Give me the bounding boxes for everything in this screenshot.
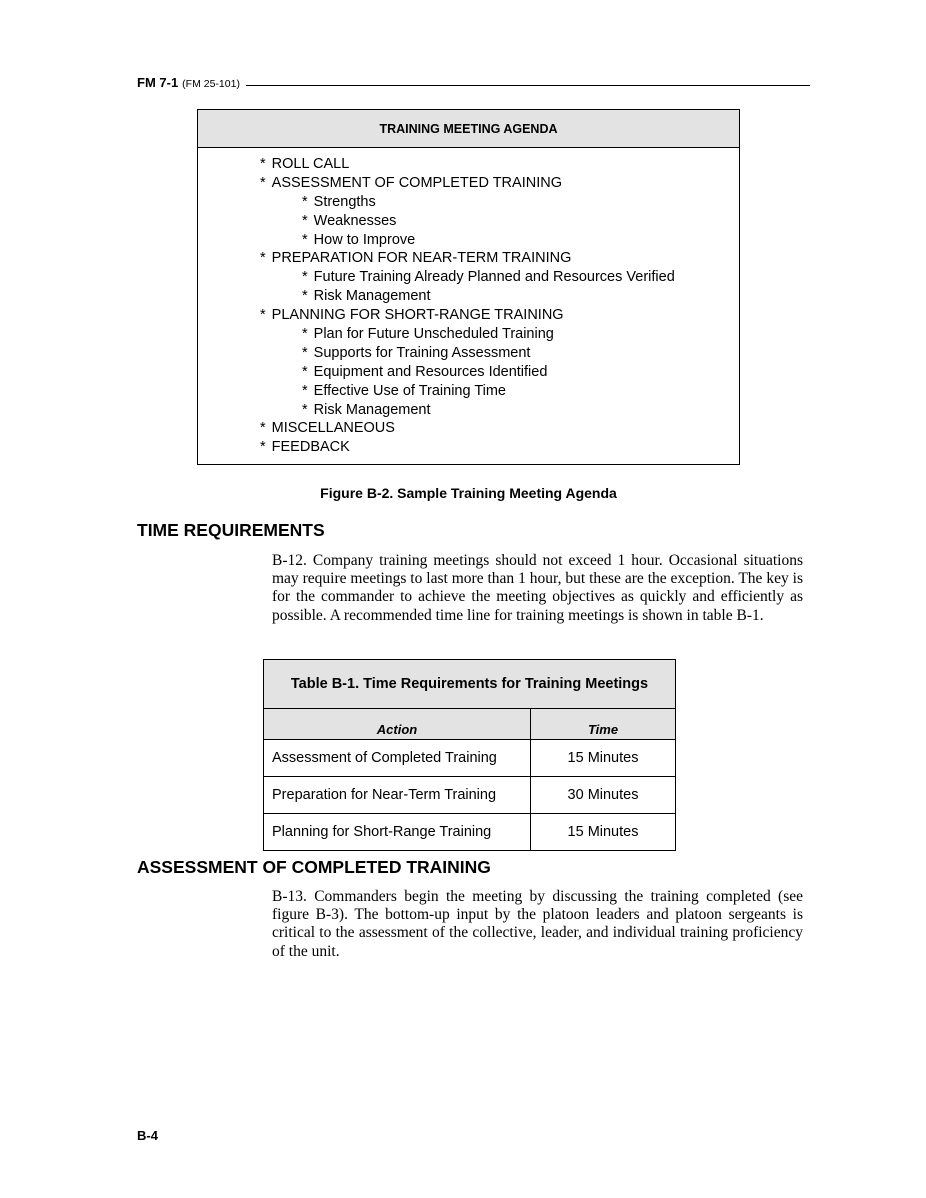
bullet-asterisk: *: [302, 212, 308, 229]
agenda-item: [198, 438, 739, 457]
superseded-manual: (FM 25-101): [182, 78, 240, 90]
bullet-asterisk: *: [260, 156, 266, 172]
section-heading-assessment: ASSESSMENT OF COMPLETED TRAINING: [137, 857, 491, 877]
agenda-item: [198, 174, 739, 193]
bullet-asterisk: *: [302, 231, 308, 248]
agenda-item-text: FEEDBACK: [271, 439, 350, 456]
running-header: [137, 72, 810, 90]
agenda-subitem: [198, 401, 739, 420]
figure-caption: Figure B-2. Sample Training Meeting Agenda: [320, 485, 617, 501]
agenda-subitem: [198, 268, 739, 287]
agenda-figure: [197, 109, 740, 465]
bullet-asterisk: *: [302, 288, 308, 305]
agenda-subitem: [198, 382, 739, 401]
bullet-asterisk: *: [260, 307, 266, 324]
agenda-item-text: Plan for Future Unscheduled Training: [313, 326, 554, 343]
agenda-list: [198, 148, 739, 457]
agenda-subitem: [198, 193, 739, 212]
table-cell-action: Assessment of Completed Training: [264, 740, 531, 777]
table-row: [264, 814, 676, 851]
time-requirements-table: [263, 659, 676, 851]
bullet-asterisk: *: [302, 382, 308, 399]
bullet-asterisk: *: [260, 420, 266, 437]
table-cell-time: 15 Minutes: [531, 740, 676, 777]
agenda-item-text: Weaknesses: [313, 212, 397, 229]
bullet-asterisk: *: [260, 174, 266, 191]
agenda-item-text: Future Training Already Planned and Resources Verified: [313, 269, 675, 286]
header-rule: [246, 85, 810, 86]
table-caption: Table B-1. Time Requirements for Training Meetings: [264, 660, 676, 709]
agenda-subitem: [198, 212, 739, 231]
table-row: [264, 777, 676, 814]
agenda-subitem: [198, 325, 739, 344]
table-cell-time: 15 Minutes: [531, 814, 676, 851]
table-cell-action: Planning for Short-Range Training: [264, 814, 531, 851]
bullet-asterisk: *: [302, 326, 308, 343]
agenda-item: [198, 306, 739, 325]
manual-number: FM 7-1: [137, 75, 179, 90]
agenda-item-text: PREPARATION FOR NEAR-TERM TRAINING: [271, 250, 572, 267]
bullet-asterisk: *: [302, 193, 308, 210]
agenda-subitem: [198, 344, 739, 363]
column-header-time: Time: [531, 709, 676, 740]
agenda-item-text: ASSESSMENT OF COMPLETED TRAINING: [271, 174, 562, 191]
agenda-item-text: How to Improve: [313, 231, 416, 248]
section-heading-time-requirements: TIME REQUIREMENTS: [137, 520, 325, 540]
paragraph-b12: B-12. Company training meetings should not exceed 1 hour. Occasional situations may require meetings to last more than 1 hour, but these are the exception. The key is for the commander to achieve the meeting objectives as quickly and efficiently as possible. A recommended time line for training meetings is shown in table B-1.: [272, 552, 803, 624]
table-row: [264, 740, 676, 777]
agenda-subitem: [198, 287, 739, 306]
bullet-asterisk: *: [302, 401, 308, 418]
agenda-item: [198, 419, 739, 438]
paragraph-b13: B-13. Commanders begin the meeting by discussing the training completed (see figure B-3). The bottom-up input by the platoon leaders and platoon sergeants is critical to the assessment of the collective, leader, and individual training proficiency of the unit.: [272, 888, 803, 960]
agenda-subitem: [198, 231, 739, 250]
bullet-asterisk: *: [302, 363, 308, 380]
agenda-item-text: Effective Use of Training Time: [313, 382, 507, 399]
agenda-item: [198, 155, 739, 174]
column-header-action: Action: [264, 709, 531, 740]
bullet-asterisk: *: [260, 250, 266, 267]
bullet-asterisk: *: [260, 439, 266, 456]
agenda-item-text: Supports for Training Assessment: [313, 344, 531, 361]
agenda-item-text: Risk Management: [313, 288, 431, 305]
agenda-item-text: PLANNING FOR SHORT-RANGE TRAINING: [271, 307, 564, 324]
agenda-item-text: Risk Management: [313, 401, 431, 418]
agenda-item-text: ROLL CALL: [271, 156, 350, 172]
agenda-item-text: Equipment and Resources Identified: [313, 363, 548, 380]
bullet-asterisk: *: [302, 344, 308, 361]
page-number: B-4: [137, 1128, 158, 1143]
agenda-item-text: Strengths: [313, 193, 376, 210]
bullet-asterisk: *: [302, 269, 308, 286]
agenda-title: TRAINING MEETING AGENDA: [198, 110, 739, 148]
agenda-item: [198, 249, 739, 268]
agenda-subitem: [198, 363, 739, 382]
table-cell-time: 30 Minutes: [531, 777, 676, 814]
table-cell-action: Preparation for Near-Term Training: [264, 777, 531, 814]
agenda-item-text: MISCELLANEOUS: [271, 420, 395, 437]
